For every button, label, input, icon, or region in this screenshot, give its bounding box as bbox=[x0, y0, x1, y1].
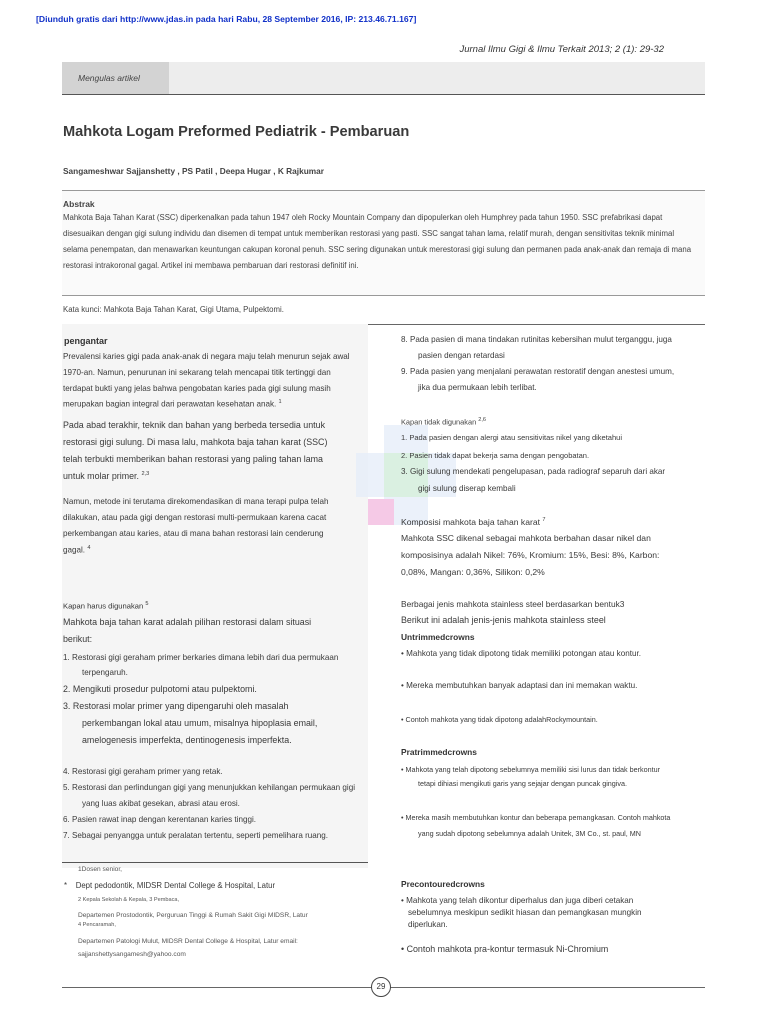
abstract-line: restorasi intrakoronal gagal. Artikel ini membawa pembaruan dari restorasi definitif ini. bbox=[63, 261, 359, 270]
indication-item: 1. Restorasi gigi geraham primer berkaries dimana lebih dari dua permukaan bbox=[63, 653, 339, 662]
intro-p2-line: Pada abad terakhir, teknik dan bahan yang berbeda tersedia untuk bbox=[63, 420, 326, 430]
precontoured-bullet: • Contoh mahkota pra-kontur termasuk Ni-Chromium bbox=[401, 944, 609, 954]
precontoured-bullet: sebelumnya meskipun sedikit hiasan dan pemangkasan mungkin bbox=[408, 908, 642, 917]
footnote: 2 Kepala Sekolah & Kepala, 3 Pembaca, bbox=[78, 897, 180, 903]
pretrimmed-bullet: yang sudah dipotong sebelumnya adalah Unitek, 3M Co., st. paul, MN bbox=[418, 829, 641, 838]
download-notice[interactable]: [Diunduh gratis dari http://www.jdas.in pada hari Rabu, 28 September 2016, IP: 213.46.71.167] bbox=[36, 14, 417, 24]
intro-p1-line: merupakan bagian integral dari perawatan kesehatan anak. $^1$ bbox=[63, 399, 282, 409]
untrimmed-heading: Untrimmedcrowns bbox=[401, 632, 475, 642]
intro-p2-line: telah terbukti memberikan bahan restorasi yang paling tahan lama bbox=[63, 454, 323, 464]
composition-line: 0,08%, Mangan: 0,36%, Silikon: 0,2% bbox=[401, 567, 545, 577]
abstract-heading: Abstrak bbox=[63, 199, 95, 209]
keywords: Kata kunci: Mahkota Baja Tahan Karat, Gigi Utama, Pulpektomi. bbox=[63, 305, 284, 314]
crown-types-heading: Berbagai jenis mahkota stainless steel berdasarkan bentuk3 bbox=[401, 599, 625, 609]
contraindication-item: 2. Pasien tidak dapat bekerja sama dengan pengobatan. bbox=[401, 451, 590, 460]
indication-item: 5. Restorasi dan perlindungan gigi yang menunjukkan kehilangan permukaan gigi bbox=[63, 783, 356, 792]
composition-heading: Komposisi mahkota baja tahan karat $^7$ bbox=[401, 517, 546, 527]
precontoured-bullet: diperlukan. bbox=[408, 920, 448, 929]
indication-item: terpengaruh. bbox=[82, 668, 128, 677]
indication-item: jika dua permukaan lebih terlibat. bbox=[418, 383, 537, 392]
intro-p3-line: perkembangan atau karies, atau di mana bahan restorasi lain cenderung bbox=[63, 529, 324, 538]
footnote: Departemen Patologi Mulut, MIDSR Dental College & Hospital, Latur email: bbox=[78, 938, 298, 945]
intro-p3-line: Namun, metode ini terutama direkomendasikan di mana terapi pulpa telah bbox=[63, 497, 329, 506]
indication-item: 7. Sebagai penyangga untuk peralatan tertentu, seperti pemelihara ruang. bbox=[63, 831, 329, 840]
composition-line: Mahkota SSC dikenal sebagai mahkota berbahan dasar nikel dan bbox=[401, 533, 651, 543]
article-type-label: Mengulas artikel bbox=[78, 73, 140, 83]
when-used-intro: Mahkota baja tahan karat adalah pilihan restorasi dalam situasi bbox=[63, 617, 312, 627]
untrimmed-bullet: • Mahkota yang tidak dipotong tidak memiliki potongan atau kontur. bbox=[401, 649, 641, 658]
intro-p1-line: terdapat bukti yang jelas bahwa pengobatan karies pada gigi sulung masih bbox=[63, 384, 331, 393]
indication-item: 8. Pada pasien di mana tindakan rutinitas kebersihan mulut terganggu, juga bbox=[401, 335, 672, 344]
footnote: Departemen Prostodontik, Perguruan Tinggi & Rumah Sakit Gigi MIDSR, Latur bbox=[78, 912, 308, 919]
indication-item: amelogenesis imperfekta, dentinogenesis imperfekta. bbox=[82, 735, 292, 745]
untrimmed-bullet: • Contoh mahkota yang tidak dipotong adalahRockymountain. bbox=[401, 715, 598, 724]
precontoured-heading: Precontouredcrowns bbox=[401, 879, 485, 889]
intro-p3-line: dilakukan, atau pada gigi dengan restorasi multi-permukaan karena cacat bbox=[63, 513, 327, 522]
indication-item: 3. Restorasi molar primer yang dipengaruhi oleh masalah bbox=[63, 701, 289, 711]
abstract-line: selama penempatan, dan menawarkan keuntungan cakupan koronal penuh. SSC sering digunakan untuk merestorasi gigi sulung dan permanen pada anak-anak dan remaja di mana bbox=[63, 245, 692, 254]
when-used-heading: Kapan harus digunakan $^5$ bbox=[63, 601, 149, 611]
indication-item: yang luas akibat gesekan, abrasi atau erosi. bbox=[82, 799, 240, 808]
pretrimmed-bullet: • Mereka masih membutuhkan kontur dan beberapa pemangkasan. Contoh mahkota bbox=[401, 813, 671, 822]
abstract-line: Mahkota Baja Tahan Karat (SSC) diperkenalkan pada tahun 1947 oleh Rocky Mountain Company dan dipopulerkan oleh Humphrey pada tahun 1950. SSC prefabrikasi dapat bbox=[63, 213, 663, 222]
intro-p1-line: Prevalensi karies gigi pada anak-anak di negara maju telah menurun sejak awal bbox=[63, 352, 350, 361]
composition-line: komposisinya adalah Nikel: 76%, Kromium: 15%, Besi: 8%, Karbon: bbox=[401, 550, 660, 560]
when-used-intro: berikut: bbox=[63, 634, 93, 644]
journal-citation: Jurnal Ilmu Gigi & Ilmu Terkait 2013; 2 (1): 29-32 bbox=[459, 44, 664, 55]
footnote-separator bbox=[62, 862, 368, 863]
author-email-link[interactable]: sajjanshettysangamesh@yahoo.com bbox=[78, 951, 186, 958]
intro-p1-line: 1970-an. Namun, penurunan ini sekarang telah mencapai titik tertinggi dan bbox=[63, 368, 331, 377]
pretrimmed-heading: Pratrimmedcrowns bbox=[401, 747, 477, 757]
untrimmed-bullet: • Mereka membutuhkan banyak adaptasi dan ini memakan waktu. bbox=[401, 681, 638, 690]
footnote: 1Dosen senior, bbox=[78, 866, 122, 873]
pretrimmed-bullet: tetapi dihiasi mengikuti garis yang sejajar dengan puncak gingiva. bbox=[418, 779, 627, 788]
footnote: 4 Pencaramah, bbox=[78, 922, 116, 928]
contraindication-item: 1. Pada pasien dengan alergi atau sensitivitas nikel yang diketahui bbox=[401, 433, 622, 442]
contraindication-item: gigi sulung diserap kembali bbox=[418, 484, 516, 493]
indication-item: pasien dengan retardasi bbox=[418, 351, 505, 360]
article-title: Mahkota Logam Preformed Pediatrik - Pembaruan bbox=[63, 124, 410, 140]
precontoured-bullet: • Mahkota yang telah dikontur diperhalus dan juga diberi cetakan bbox=[401, 896, 634, 905]
crown-types-intro: Berikut ini adalah jenis-jenis mahkota stainless steel bbox=[401, 615, 606, 625]
contraindication-item: 3. Gigi sulung mendekati pengelupasan, pada radiograf separuh dari akar bbox=[401, 467, 666, 476]
indication-item: 2. Mengikuti prosedur pulpotomi atau pulpektomi. bbox=[63, 684, 257, 694]
citation-ref: 2,3 bbox=[141, 471, 150, 478]
indication-item: 6. Pasien rawat inap dengan kerentanan karies tinggi. bbox=[63, 815, 257, 824]
abstract-line: disesuaikan dengan gigi sulung individu dan disemen di tempat untuk memberikan restorasi yang pasti. SSC sangat tahan lama, relatif murah, dengan sensitivitas teknik minimal bbox=[63, 229, 675, 238]
page-number: 29 bbox=[371, 977, 391, 997]
indication-item: 9. Pada pasien yang menjalani perawatan restoratif dengan anestesi umum, bbox=[401, 367, 675, 376]
author-list: Sangameshwar Sajjanshetty , PS Patil , Deepa Hugar , K Rajkumar bbox=[63, 166, 324, 176]
indication-item: perkembangan lokal atau umum, misalnya hipoplasia email, bbox=[82, 718, 318, 728]
indication-item: 4. Restorasi gigi geraham primer yang retak. bbox=[63, 767, 223, 776]
intro-p3-line: gagal. $^4$ bbox=[63, 545, 91, 555]
citation-ref: 1 bbox=[278, 399, 282, 405]
intro-heading: pengantar bbox=[64, 336, 108, 346]
footnote: * Dept pedodontik, MIDSR Dental College & Hospital, Latur bbox=[64, 881, 276, 890]
intro-p2-line: untuk molar primer. $^{2,3}$ bbox=[63, 471, 150, 481]
citation-ref: 4 bbox=[87, 545, 91, 551]
intro-p2-line: restorasi gigi sulung. Di masa lalu, mahkota baja tahan karat (SSC) bbox=[63, 437, 328, 447]
pretrimmed-bullet: • Mahkota yang telah dipotong sebelumnya memiliki sisi lurus dan tidak berkontur bbox=[401, 765, 661, 774]
abstract-box bbox=[62, 190, 705, 296]
when-not-used-heading: Kapan tidak digunakan $^{2,6}$ bbox=[401, 417, 487, 427]
